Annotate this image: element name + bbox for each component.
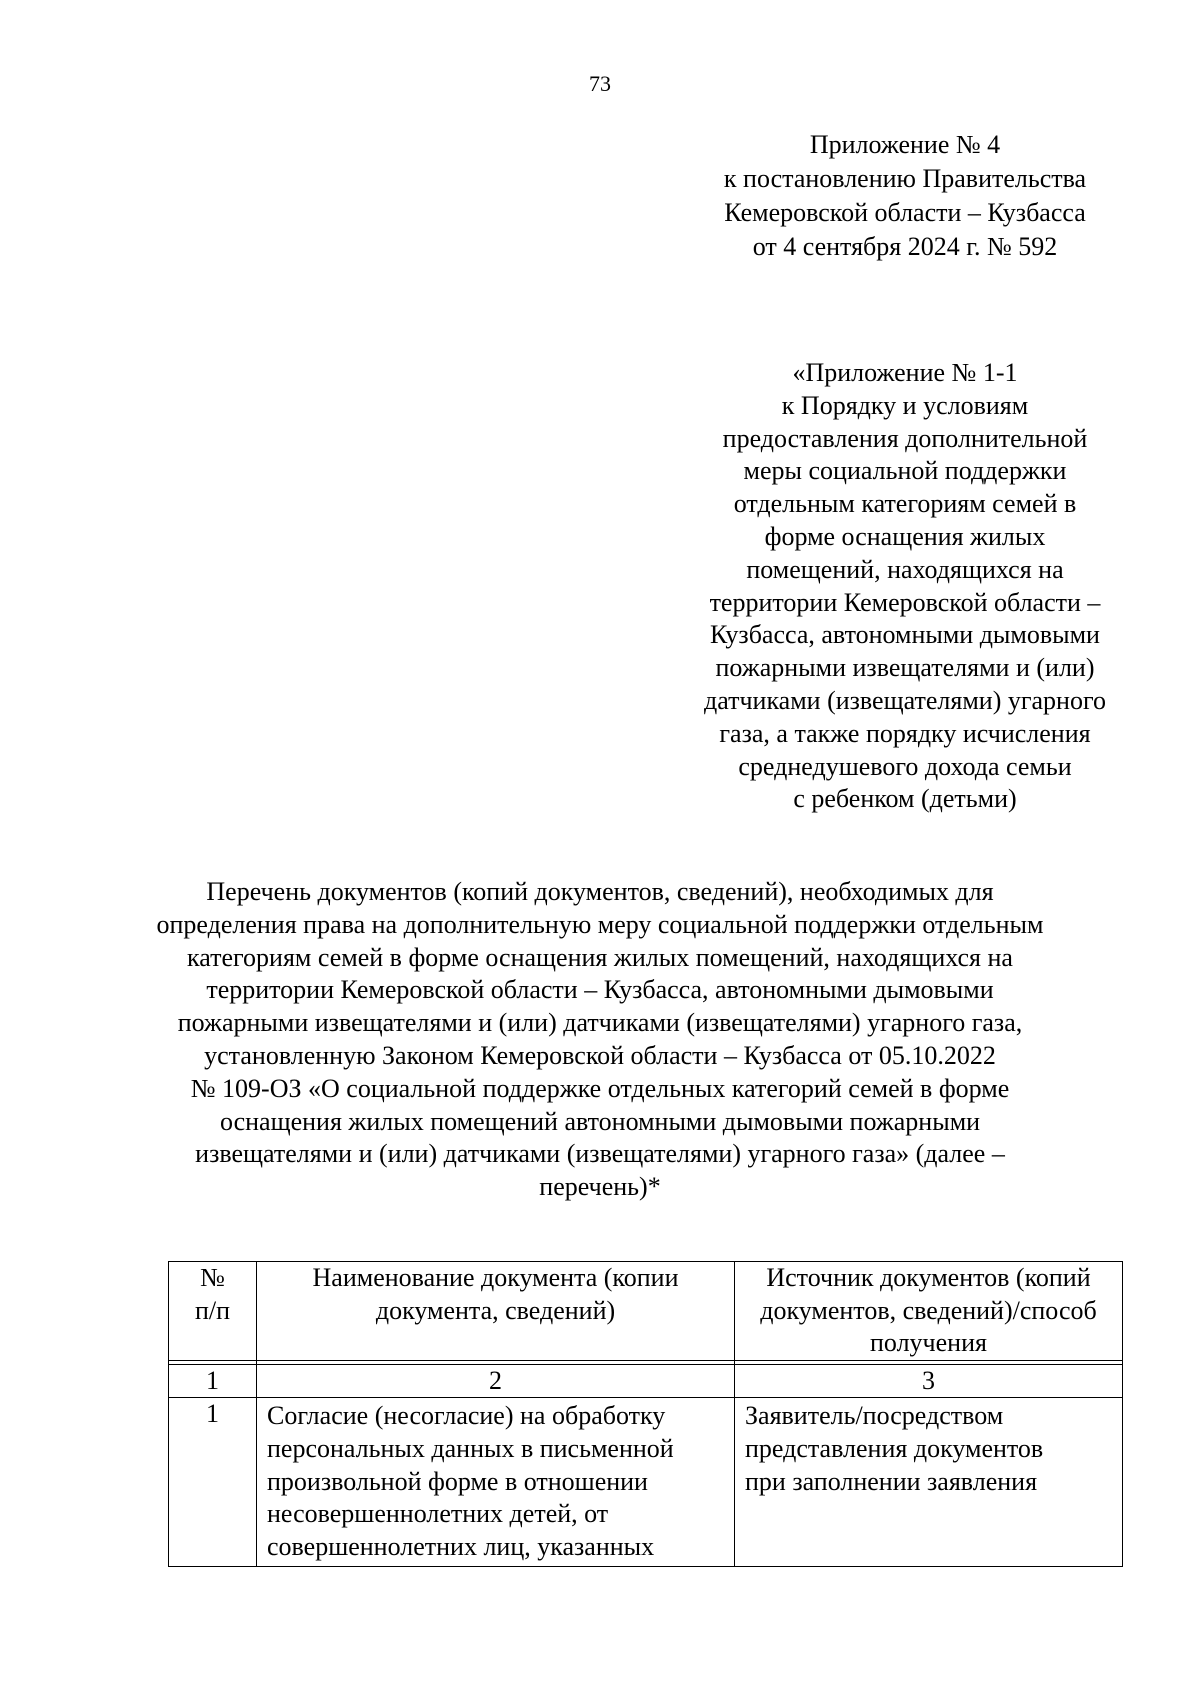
appendix-line: от 4 сентября 2024 г. № 592 [752,232,1058,261]
annex-block [660,357,1150,816]
row-source-line: при заполнении заявления [745,1466,1038,1496]
column-number-3: 3 [735,1364,1123,1398]
header-number-line: п/п [194,1295,231,1325]
table-header-row [169,1262,1123,1361]
annex-line: помещений, находящихся на [746,554,1064,584]
title-line: оснащения жилых помещений автономными дымовыми пожарными [219,1106,981,1136]
row-name-line: произвольной форме в отношении [267,1466,648,1496]
row-name-cell [257,1398,735,1567]
table-row [169,1398,1123,1567]
row-name-line: Согласие (несогласие) на обработку [267,1401,666,1431]
title-line: категориям семей в форме оснащения жилых помещений, находящихся на [187,942,1013,972]
row-source-line: Заявитель/посредством [745,1401,1004,1431]
appendix-line: Приложение № 4 [809,130,1001,159]
header-name-line: Наименование документа (копии [312,1263,679,1292]
header-name-cell [257,1262,735,1361]
appendix-line: к постановлению Правительства [723,164,1087,193]
row-name-line: совершеннолетних лиц, указанных [267,1531,655,1561]
header-source-line: получения [870,1328,987,1358]
annex-line: датчиками (извещателями) угарного [704,685,1106,715]
annex-line: пожарными извещателями и (или) [715,653,1095,683]
documents-table [168,1261,1123,1567]
column-numbering-row [169,1364,1123,1398]
document-title [100,876,1100,1204]
header-source-line: документов, сведений)/способ [760,1295,1097,1325]
appendix-block [680,128,1130,264]
title-line: территории Кемеровской области – Кузбасса, автономными дымовыми [206,975,994,1005]
title-line: № 109-ОЗ «О социальной поддержке отдельных категорий семей в форме [190,1073,1010,1103]
annex-line: Кузбасса, автономными дымовыми [710,620,1100,650]
annex-line: к Порядку и условиям [781,390,1029,420]
title-line: извещателями и (или) датчиками (извещателями) угарного газа» (далее – [195,1139,1005,1169]
title-line: определения права на дополнительную меру социальной поддержки отдельным [156,909,1044,939]
title-line: пожарными извещателями и (или) датчиками (извещателями) угарного газа, [177,1008,1023,1038]
column-number-2: 2 [257,1364,735,1398]
page-number: 73 [589,71,611,96]
row-source-cell [735,1398,1123,1567]
annex-line: с ребенком (детьми) [793,784,1017,814]
row-name-line: персональных данных в письменной [267,1433,674,1463]
title-line: перечень)* [539,1172,661,1202]
row-source-line: представления документов [745,1433,1044,1463]
column-number-1: 1 [169,1364,257,1398]
row-number-cell: 1 [169,1398,257,1567]
header-source-cell [735,1262,1123,1361]
annex-line: газа, а также порядку исчисления [719,718,1091,748]
annex-line: «Приложение № 1-1 [792,358,1018,387]
annex-line: форме оснащения жилых [764,521,1046,551]
annex-line: отдельным категориям семей в [733,489,1077,519]
annex-line: предоставления дополнительной [722,423,1088,453]
appendix-line: Кемеровской области – Кузбасса [724,198,1086,227]
header-number-cell [169,1262,257,1361]
title-line: Перечень документов (копий документов, сведений), необходимых для [206,877,994,906]
header-number-line: № [200,1263,225,1292]
row-name-line: несовершеннолетних детей, от [267,1499,609,1529]
annex-line: меры социальной поддержки [743,456,1067,486]
annex-line: среднедушевого дохода семьи [738,751,1072,781]
header-name-line: документа, сведений) [375,1295,616,1325]
header-source-line: Источник документов (копий [766,1263,1091,1292]
title-line: установленную Законом Кемеровской области – Кузбасса от 05.10.2022 [204,1040,996,1070]
annex-line: территории Кемеровской области – [709,587,1101,617]
